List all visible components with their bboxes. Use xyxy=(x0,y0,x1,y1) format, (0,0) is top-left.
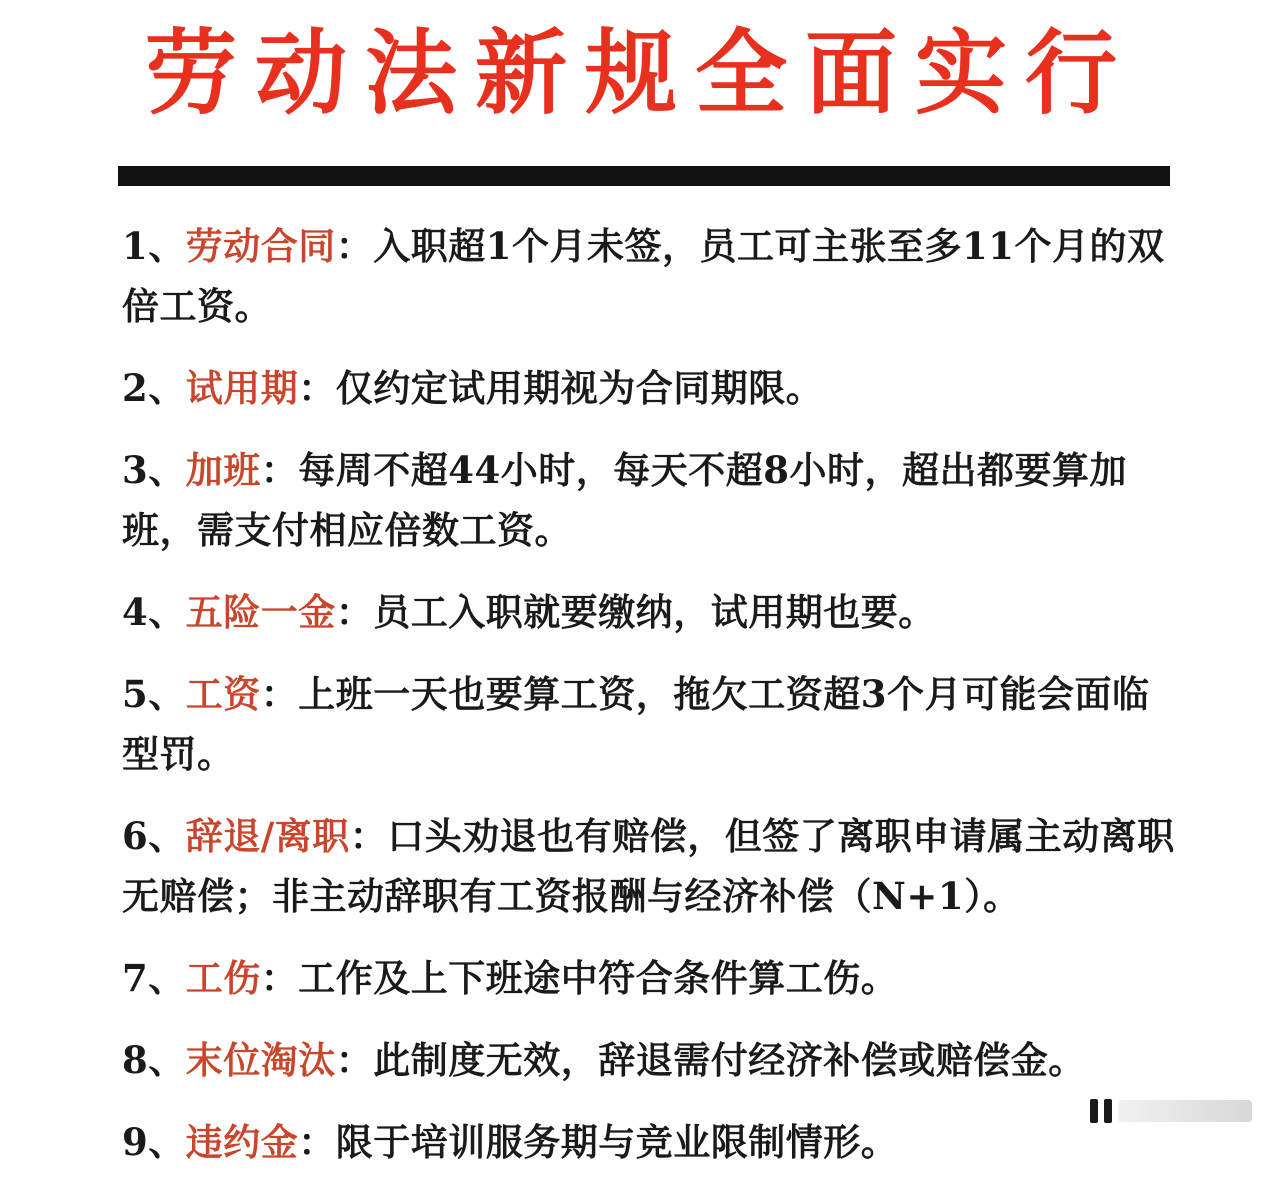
item-text: 入职超1个月未签，员工可主张至多11个月的双倍工资。 xyxy=(122,224,1165,328)
list-item-9 xyxy=(122,1112,1182,1172)
item-colon: ： xyxy=(260,956,299,1000)
list-item-8 xyxy=(122,1030,1182,1090)
watermark-line xyxy=(1118,1100,1252,1122)
item-keyword: 五险一金 xyxy=(185,590,336,634)
title-divider xyxy=(118,166,1170,186)
rules-list xyxy=(122,216,1182,1194)
item-colon: ： xyxy=(260,672,299,716)
item-number: 4、 xyxy=(122,590,186,634)
item-colon: ： xyxy=(335,1038,374,1082)
list-item-5 xyxy=(122,664,1182,784)
item-keyword: 辞退/离职 xyxy=(185,814,350,858)
list-item-4 xyxy=(122,582,1182,642)
item-keyword: 末位淘汰 xyxy=(185,1038,336,1082)
item-keyword: 劳动合同 xyxy=(185,224,336,268)
item-number: 8、 xyxy=(122,1038,186,1082)
page-title: 劳动法新规全面实行 xyxy=(144,20,1135,127)
item-text: 每周不超44小时，每天不超8小时，超出都要算加班，需支付相应倍数工资。 xyxy=(122,448,1127,552)
item-text: 限于培训服务期与竞业限制情形。 xyxy=(335,1120,899,1164)
watermark-logo xyxy=(1090,1096,1252,1126)
item-keyword: 工伤 xyxy=(185,956,261,1000)
item-colon: ： xyxy=(298,366,336,410)
item-colon: ： xyxy=(349,814,388,858)
list-item-7 xyxy=(122,948,1182,1008)
item-colon: ： xyxy=(335,590,374,634)
list-item-3 xyxy=(122,440,1182,560)
item-colon: ： xyxy=(260,448,299,492)
item-text: 上班一天也要算工资，拖欠工资超3个月可能会面临型罚。 xyxy=(122,672,1150,776)
item-text: 口头劝退也有赔偿，但签了离职申请属主动离职无赔偿；非主动辞职有工资报酬与经济补偿（N+1）。 xyxy=(122,814,1175,918)
item-keyword: 加班 xyxy=(185,448,261,492)
item-text: 工作及上下班途中符合条件算工伤。 xyxy=(298,956,899,1000)
list-item-2 xyxy=(122,358,1182,418)
item-keyword: 工资 xyxy=(185,672,261,716)
item-keyword: 试用期 xyxy=(185,366,299,410)
item-number: 3、 xyxy=(122,448,186,492)
list-item-6 xyxy=(122,806,1182,926)
item-number: 2、 xyxy=(122,366,186,410)
item-text: 员工入职就要缴纳，试用期也要。 xyxy=(373,590,936,634)
list-item-1 xyxy=(122,216,1182,336)
item-number: 9、 xyxy=(122,1120,186,1164)
item-number: 6、 xyxy=(122,814,186,858)
item-colon: ： xyxy=(335,224,374,268)
item-text: 此制度无效，辞退需付经济补偿或赔偿金。 xyxy=(373,1038,1086,1082)
item-keyword: 违约金 xyxy=(185,1120,299,1164)
item-number: 1、 xyxy=(122,224,186,268)
item-colon: ： xyxy=(298,1120,336,1164)
item-number: 7、 xyxy=(122,956,186,1000)
watermark-bar-2 xyxy=(1104,1099,1112,1123)
item-text: 仅约定试用期视为合同期限。 xyxy=(335,366,824,410)
item-number: 5、 xyxy=(122,672,186,716)
watermark-bar-1 xyxy=(1090,1099,1098,1123)
